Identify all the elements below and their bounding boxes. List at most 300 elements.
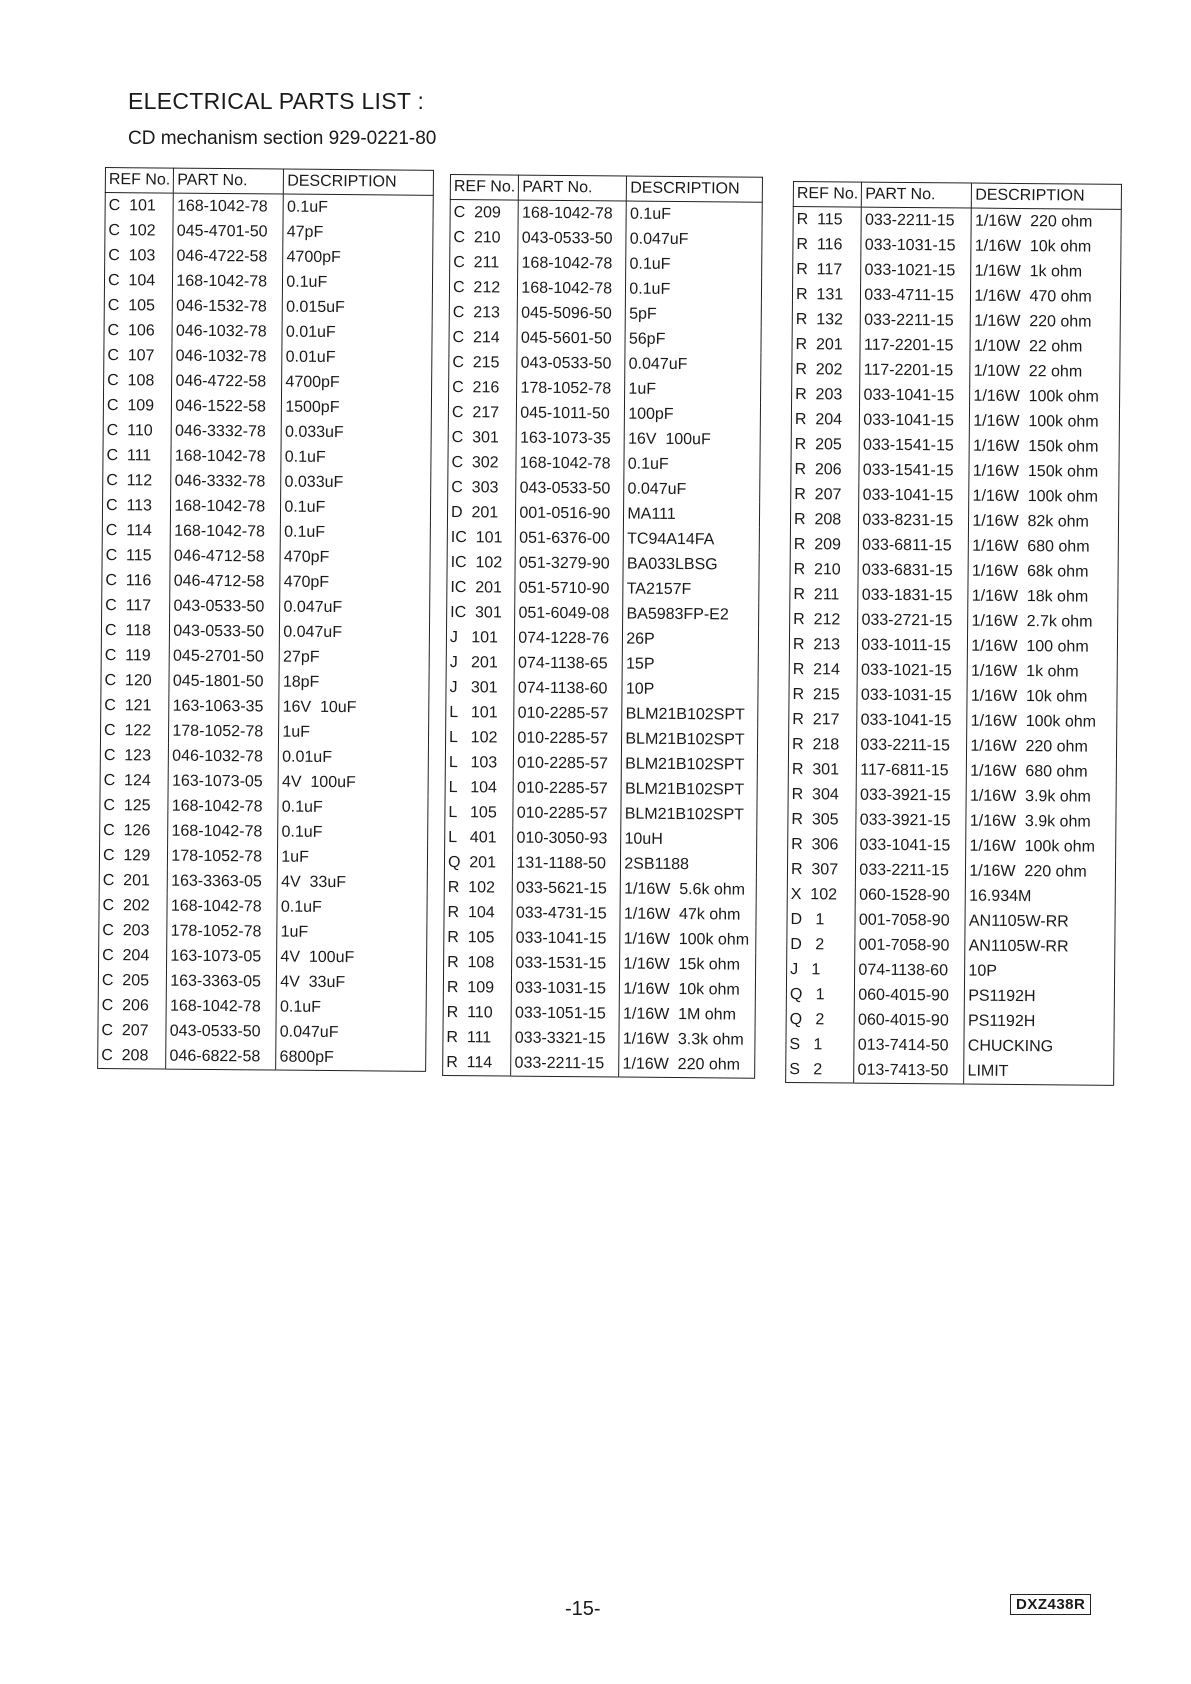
part-no-cell: 117-2201-15 — [860, 358, 970, 384]
description-cell: 0.047uF — [624, 477, 760, 503]
ref-no-cell: C 102 — [105, 218, 174, 244]
description-cell: 27pF — [279, 645, 429, 671]
description-cell: 0.047uF — [280, 595, 430, 621]
part-no-cell: 033-1041-15 — [860, 383, 970, 409]
part-no-cell: 045-1011-50 — [517, 401, 625, 427]
page-title: ELECTRICAL PARTS LIST : — [128, 88, 425, 114]
description-cell: 1/16W 100k ohm — [967, 709, 1117, 735]
description-cell: 2SB1188 — [621, 852, 757, 878]
part-no-cell: 033-1021-15 — [861, 258, 971, 284]
description-cell: 0.1uF — [626, 252, 762, 278]
part-no-cell: 046-4712-58 — [170, 544, 280, 570]
ref-no-cell: C 303 — [448, 475, 517, 501]
table-row — [444, 950, 757, 978]
part-no-cell: 033-4711-15 — [861, 283, 971, 309]
description-cell: 1/16W 1k ohm — [971, 259, 1121, 285]
part-no-cell: 046-4712-58 — [170, 569, 280, 595]
header-part-no: PART No. — [519, 175, 627, 201]
table-row — [786, 1032, 1115, 1060]
ref-no-cell: C 112 — [103, 468, 172, 494]
ref-no-cell: C 212 — [449, 275, 518, 301]
ref-no-cell: R 115 — [793, 207, 862, 233]
table-row — [791, 432, 1120, 460]
part-no-cell: 168-1042-78 — [518, 276, 626, 302]
description-cell: 4V 33uF — [277, 970, 427, 996]
description-cell: 1/16W 1k ohm — [967, 659, 1117, 685]
table-row — [791, 407, 1120, 435]
table-row — [101, 618, 430, 646]
ref-no-cell: C 126 — [100, 818, 169, 844]
description-cell: LIMIT — [964, 1059, 1114, 1086]
part-no-cell: 178-1052-78 — [517, 376, 625, 402]
part-no-cell: 033-1541-15 — [859, 458, 969, 484]
ref-no-cell: R 203 — [792, 382, 861, 408]
description-cell: BLM21B102SPT — [621, 777, 757, 803]
description-cell: 0.1uF — [281, 520, 431, 546]
parts-table-column-3 — [785, 181, 1122, 1086]
table-row — [786, 1057, 1115, 1085]
ref-no-cell: C 103 — [105, 243, 174, 269]
description-cell: 1/16W 220 ohm — [971, 309, 1121, 335]
table-body — [443, 200, 763, 1079]
part-no-cell: 033-1041-15 — [859, 483, 969, 509]
table-row — [101, 693, 430, 721]
description-cell: 4700pF — [283, 245, 433, 271]
description-cell: 1/16W 220 ohm — [966, 859, 1116, 885]
ref-no-cell: C 117 — [102, 593, 171, 619]
description-cell: 100pF — [625, 402, 761, 428]
ref-no-cell: J 201 — [446, 650, 515, 676]
table-row — [445, 825, 758, 853]
table-row — [791, 457, 1120, 485]
ref-no-cell: IC 301 — [447, 600, 516, 626]
ref-no-cell: Q 1 — [786, 982, 855, 1008]
ref-no-cell: R 131 — [792, 282, 861, 308]
table-row — [443, 975, 756, 1003]
part-no-cell: 060-4015-90 — [854, 1008, 964, 1034]
part-no-cell: 033-2211-15 — [511, 1051, 619, 1077]
ref-no-cell: C 210 — [450, 225, 519, 251]
description-cell: 1/16W 680 ohm — [969, 534, 1119, 560]
ref-no-cell: R 202 — [792, 357, 861, 383]
part-no-cell: 178-1052-78 — [168, 844, 278, 870]
description-cell: 1uF — [279, 720, 429, 746]
ref-no-cell: R 212 — [790, 607, 859, 633]
table-row — [99, 868, 428, 896]
table-row — [104, 268, 433, 296]
ref-no-cell: R 213 — [789, 632, 858, 658]
table-row — [788, 757, 1117, 785]
ref-no-cell: L 102 — [445, 725, 514, 751]
description-cell: 16V 10uF — [279, 695, 429, 721]
table-row — [444, 900, 757, 928]
description-cell: 5pF — [626, 302, 762, 328]
part-no-cell: 051-6376-00 — [516, 526, 624, 552]
table-row — [449, 275, 762, 303]
table-row — [99, 918, 428, 946]
table-row — [102, 543, 431, 571]
table-row — [788, 732, 1117, 760]
description-cell: 470pF — [280, 570, 430, 596]
part-no-cell: 033-6831-15 — [858, 558, 968, 584]
description-cell: 0.1uF — [278, 820, 428, 846]
ref-no-cell: R 114 — [443, 1050, 512, 1076]
description-cell: 0.01uF — [279, 745, 429, 771]
part-no-cell: 046-6822-58 — [166, 1044, 276, 1070]
part-no-cell: 168-1042-78 — [516, 451, 624, 477]
description-cell: 1/16W 220 ohm — [967, 734, 1117, 760]
table-row — [445, 775, 758, 803]
description-cell: 1/10W 22 ohm — [970, 359, 1120, 385]
description-cell: BLM21B102SPT — [622, 727, 758, 753]
description-cell: CHUCKING — [964, 1034, 1114, 1060]
description-cell: 56pF — [625, 327, 761, 353]
header-description: DESCRIPTION — [972, 183, 1122, 209]
part-no-cell: 046-1522-58 — [172, 394, 282, 420]
description-cell: 1/16W 470 ohm — [971, 284, 1121, 310]
description-cell: 1/10W 22 ohm — [970, 334, 1120, 360]
description-cell: 1/16W 82k ohm — [969, 509, 1119, 535]
ref-no-cell: C 114 — [102, 518, 171, 544]
table-header-row — [793, 182, 1122, 210]
table-row — [100, 793, 429, 821]
description-cell: BA033LBSG — [623, 552, 759, 578]
table-row — [787, 857, 1116, 885]
ref-no-cell: J 101 — [446, 625, 515, 651]
part-no-cell: 168-1042-78 — [171, 519, 281, 545]
part-no-cell: 043-0533-50 — [518, 226, 626, 252]
part-no-cell: 168-1042-78 — [518, 251, 626, 277]
table-row — [449, 300, 762, 328]
description-cell: 0.047uF — [626, 227, 762, 253]
part-no-cell: 163-3363-05 — [167, 969, 277, 995]
description-cell: 26P — [623, 627, 759, 653]
description-cell: 10uH — [621, 827, 757, 853]
description-cell: PS1192H — [964, 1009, 1114, 1035]
table-body — [786, 207, 1122, 1086]
part-no-cell: 010-2285-57 — [514, 701, 622, 727]
part-no-cell: 043-0533-50 — [170, 594, 280, 620]
part-no-cell: 163-1063-35 — [169, 694, 279, 720]
description-cell: 1/16W 100k ohm — [966, 834, 1116, 860]
description-cell: 1uF — [277, 920, 427, 946]
table-row — [445, 725, 758, 753]
ref-no-cell: C 216 — [449, 375, 518, 401]
table-row — [99, 943, 428, 971]
table-row — [446, 625, 759, 653]
description-cell: 1/16W 100k ohm — [969, 484, 1119, 510]
description-cell: 1/16W 68k ohm — [968, 559, 1118, 585]
ref-no-cell: D 201 — [447, 500, 516, 526]
description-cell: 1/16W 3.9k ohm — [966, 809, 1116, 835]
table-row — [791, 482, 1120, 510]
part-no-cell: 117-6811-15 — [857, 758, 967, 784]
table-row — [105, 218, 434, 246]
part-no-cell: 117-2201-15 — [860, 333, 970, 359]
ref-no-cell: IC 101 — [447, 525, 516, 551]
page-number: -15- — [565, 1598, 601, 1620]
part-no-cell: 168-1042-78 — [173, 269, 283, 295]
table-row — [789, 682, 1118, 710]
ref-no-cell: C 123 — [100, 743, 169, 769]
table-row — [444, 850, 757, 878]
description-cell: 1/16W 150k ohm — [969, 434, 1119, 460]
part-no-cell: 043-0533-50 — [517, 351, 625, 377]
description-cell: 1/16W 100k ohm — [970, 384, 1120, 410]
part-no-cell: 033-6811-15 — [859, 533, 969, 559]
ref-no-cell: R 117 — [793, 257, 862, 283]
ref-no-cell: C 209 — [450, 200, 519, 226]
description-cell: PS1192H — [965, 984, 1115, 1010]
ref-no-cell: IC 201 — [447, 575, 516, 601]
description-cell: 0.015uF — [283, 295, 433, 321]
part-no-cell: 033-1031-15 — [861, 233, 971, 259]
part-no-cell: 168-1042-78 — [173, 193, 283, 219]
ref-no-cell: R 215 — [789, 682, 858, 708]
ref-no-cell: R 111 — [443, 1025, 512, 1051]
table-row — [103, 393, 432, 421]
description-cell: 1/16W 10k ohm — [620, 977, 756, 1003]
description-cell: 0.1uF — [276, 995, 426, 1021]
description-cell: 0.01uF — [282, 345, 432, 371]
table-header-row — [105, 168, 434, 196]
part-no-cell: 045-5601-50 — [517, 326, 625, 352]
description-cell: 1/16W 5.6k ohm — [621, 877, 757, 903]
ref-no-cell: C 204 — [99, 943, 168, 969]
part-no-cell: 051-3279-90 — [515, 551, 623, 577]
table-row — [790, 582, 1119, 610]
ref-no-cell: X 102 — [787, 882, 856, 908]
part-no-cell: 033-1031-15 — [857, 683, 967, 709]
part-no-cell: 043-0533-50 — [516, 476, 624, 502]
part-no-cell: 033-1041-15 — [512, 926, 620, 952]
part-no-cell: 010-2285-57 — [514, 726, 622, 752]
description-cell: 0.033uF — [281, 470, 431, 496]
part-no-cell: 046-3332-78 — [171, 419, 281, 445]
table-row — [444, 875, 757, 903]
description-cell: 1/16W 220 ohm — [619, 1052, 755, 1079]
table-row — [786, 982, 1115, 1010]
part-no-cell: 010-3050-93 — [513, 826, 621, 852]
table-row — [102, 568, 431, 596]
ref-no-cell: C 214 — [449, 325, 518, 351]
parts-table-column-2 — [442, 174, 763, 1079]
part-no-cell: 033-3321-15 — [511, 1026, 619, 1052]
part-no-cell: 051-5710-90 — [515, 576, 623, 602]
ref-no-cell: S 1 — [786, 1032, 855, 1058]
table-row — [104, 368, 433, 396]
ref-no-cell: C 211 — [450, 250, 519, 276]
table-row — [790, 557, 1119, 585]
ref-no-cell: C 208 — [98, 1043, 167, 1069]
part-no-cell: 033-1021-15 — [857, 658, 967, 684]
ref-no-cell: R 201 — [792, 332, 861, 358]
part-no-cell: 033-1011-15 — [858, 633, 968, 659]
table-row — [788, 832, 1117, 860]
part-no-cell: 051-6049-08 — [515, 601, 623, 627]
part-no-cell: 013-7414-50 — [854, 1033, 964, 1059]
description-cell: 18pF — [279, 670, 429, 696]
description-cell: 6800pF — [276, 1045, 426, 1072]
table-row — [104, 318, 433, 346]
table-row — [98, 968, 427, 996]
description-cell: 0.1uF — [277, 895, 427, 921]
ref-no-cell: L 103 — [445, 750, 514, 776]
part-no-cell: 168-1042-78 — [166, 994, 276, 1020]
ref-no-cell: C 206 — [98, 993, 167, 1019]
table-header-row — [450, 175, 763, 203]
table-row — [788, 807, 1117, 835]
description-cell: 1/16W 10k ohm — [967, 684, 1117, 710]
description-cell: AN1105W-RR — [965, 909, 1115, 935]
description-cell: 10P — [622, 677, 758, 703]
table-row — [443, 1050, 756, 1078]
part-no-cell: 060-4015-90 — [855, 983, 965, 1009]
ref-no-cell: R 109 — [443, 975, 512, 1001]
table-row — [447, 600, 760, 628]
description-cell: 470pF — [280, 545, 430, 571]
ref-no-cell: C 107 — [104, 343, 173, 369]
table-row — [787, 882, 1116, 910]
description-cell: 47pF — [283, 220, 433, 246]
part-no-cell: 033-4731-15 — [512, 901, 620, 927]
table-row — [449, 375, 762, 403]
description-cell: 15P — [622, 652, 758, 678]
part-no-cell: 033-2211-15 — [861, 207, 971, 233]
ref-no-cell: C 108 — [104, 368, 173, 394]
table-row — [102, 593, 431, 621]
part-no-cell: 033-3921-15 — [856, 808, 966, 834]
table-row — [446, 650, 759, 678]
description-cell: 0.1uF — [624, 452, 760, 478]
part-no-cell: 163-3363-05 — [168, 869, 278, 895]
part-no-cell: 046-1032-78 — [172, 319, 282, 345]
table-row — [450, 250, 763, 278]
ref-no-cell: R 305 — [788, 807, 857, 833]
ref-no-cell: R 217 — [789, 707, 858, 733]
description-cell: 16.934M — [966, 884, 1116, 910]
table-row — [792, 382, 1121, 410]
description-cell: BA5983FP-E2 — [623, 602, 759, 628]
ref-no-cell: IC 102 — [447, 550, 516, 576]
table-row — [793, 207, 1122, 235]
ref-no-cell: R 108 — [444, 950, 513, 976]
table-row — [446, 700, 759, 728]
ref-no-cell: R 306 — [788, 832, 857, 858]
ref-no-cell: Q 2 — [786, 1007, 855, 1033]
ref-no-cell: S 2 — [786, 1057, 855, 1083]
table-row — [103, 443, 432, 471]
ref-no-cell: R 102 — [444, 875, 513, 901]
ref-no-cell: C 104 — [104, 268, 173, 294]
ref-no-cell: R 304 — [788, 782, 857, 808]
ref-no-cell: C 215 — [449, 350, 518, 376]
part-no-cell: 046-1032-78 — [172, 344, 282, 370]
ref-no-cell: C 116 — [102, 568, 171, 594]
ref-no-cell: C 217 — [448, 400, 517, 426]
table-row — [105, 243, 434, 271]
part-no-cell: 046-4722-58 — [173, 244, 283, 270]
table-row — [789, 657, 1118, 685]
ref-no-cell: C 122 — [100, 718, 169, 744]
description-cell: 0.1uF — [283, 194, 433, 221]
part-no-cell: 074-1138-60 — [855, 958, 965, 984]
description-cell: BLM21B102SPT — [622, 752, 758, 778]
description-cell: 1500pF — [282, 395, 432, 421]
ref-no-cell: C 302 — [448, 450, 517, 476]
table-row — [449, 350, 762, 378]
table-row — [793, 257, 1122, 285]
description-cell: 0.01uF — [282, 320, 432, 346]
part-no-cell: 033-1041-15 — [857, 708, 967, 734]
ref-no-cell: C 111 — [103, 443, 172, 469]
part-no-cell: 033-1531-15 — [512, 951, 620, 977]
description-cell: 4V 33uF — [278, 870, 428, 896]
description-cell: 1/16W 18k ohm — [968, 584, 1118, 610]
description-cell: 0.047uF — [625, 352, 761, 378]
ref-no-cell: C 203 — [99, 918, 168, 944]
ref-no-cell: C 115 — [102, 543, 171, 569]
header-ref-no: REF No. — [450, 175, 519, 201]
table-row — [101, 668, 430, 696]
table-row — [447, 550, 760, 578]
table-row — [104, 293, 433, 321]
description-cell: 4700pF — [282, 370, 432, 396]
part-no-cell: 033-2211-15 — [856, 858, 966, 884]
table-row — [792, 282, 1121, 310]
ref-no-cell: C 106 — [104, 318, 173, 344]
ref-no-cell: R 209 — [790, 532, 859, 558]
description-cell: 10P — [965, 959, 1115, 985]
ref-no-cell: C 207 — [98, 1018, 167, 1044]
part-no-cell: 168-1042-78 — [168, 794, 278, 820]
part-no-cell: 168-1042-78 — [518, 200, 626, 226]
description-cell: 0.1uF — [626, 201, 762, 228]
part-no-cell: 074-1228-76 — [515, 626, 623, 652]
table-row — [450, 225, 763, 253]
ref-no-cell: R 104 — [444, 900, 513, 926]
table-row — [447, 500, 760, 528]
ref-no-cell: C 129 — [99, 843, 168, 869]
table-row — [104, 343, 433, 371]
ref-no-cell: C 213 — [449, 300, 518, 326]
description-cell: 0.1uF — [626, 277, 762, 303]
description-cell: 4V 100uF — [278, 770, 428, 796]
table-row — [102, 518, 431, 546]
description-cell: 0.1uF — [281, 495, 431, 521]
ref-no-cell: R 307 — [787, 857, 856, 883]
table-row — [100, 718, 429, 746]
description-cell: 1/16W 3.3k ohm — [619, 1027, 755, 1053]
description-cell: BLM21B102SPT — [622, 702, 758, 728]
table-row — [792, 332, 1121, 360]
table-row — [447, 575, 760, 603]
part-no-cell: 046-3332-78 — [171, 469, 281, 495]
table-row — [787, 932, 1116, 960]
description-cell: 1/16W 2.7k ohm — [968, 609, 1118, 635]
table-row — [450, 200, 763, 228]
table-row — [793, 232, 1122, 260]
part-no-cell: 043-0533-50 — [170, 619, 280, 645]
table-row — [789, 632, 1118, 660]
table-row — [443, 1000, 756, 1028]
ref-no-cell: J 301 — [446, 675, 515, 701]
ref-no-cell: C 301 — [448, 425, 517, 451]
part-no-cell: 033-1041-15 — [860, 408, 970, 434]
part-no-cell: 033-1041-15 — [856, 833, 966, 859]
ref-no-cell: R 110 — [443, 1000, 512, 1026]
ref-no-cell: L 401 — [445, 825, 514, 851]
